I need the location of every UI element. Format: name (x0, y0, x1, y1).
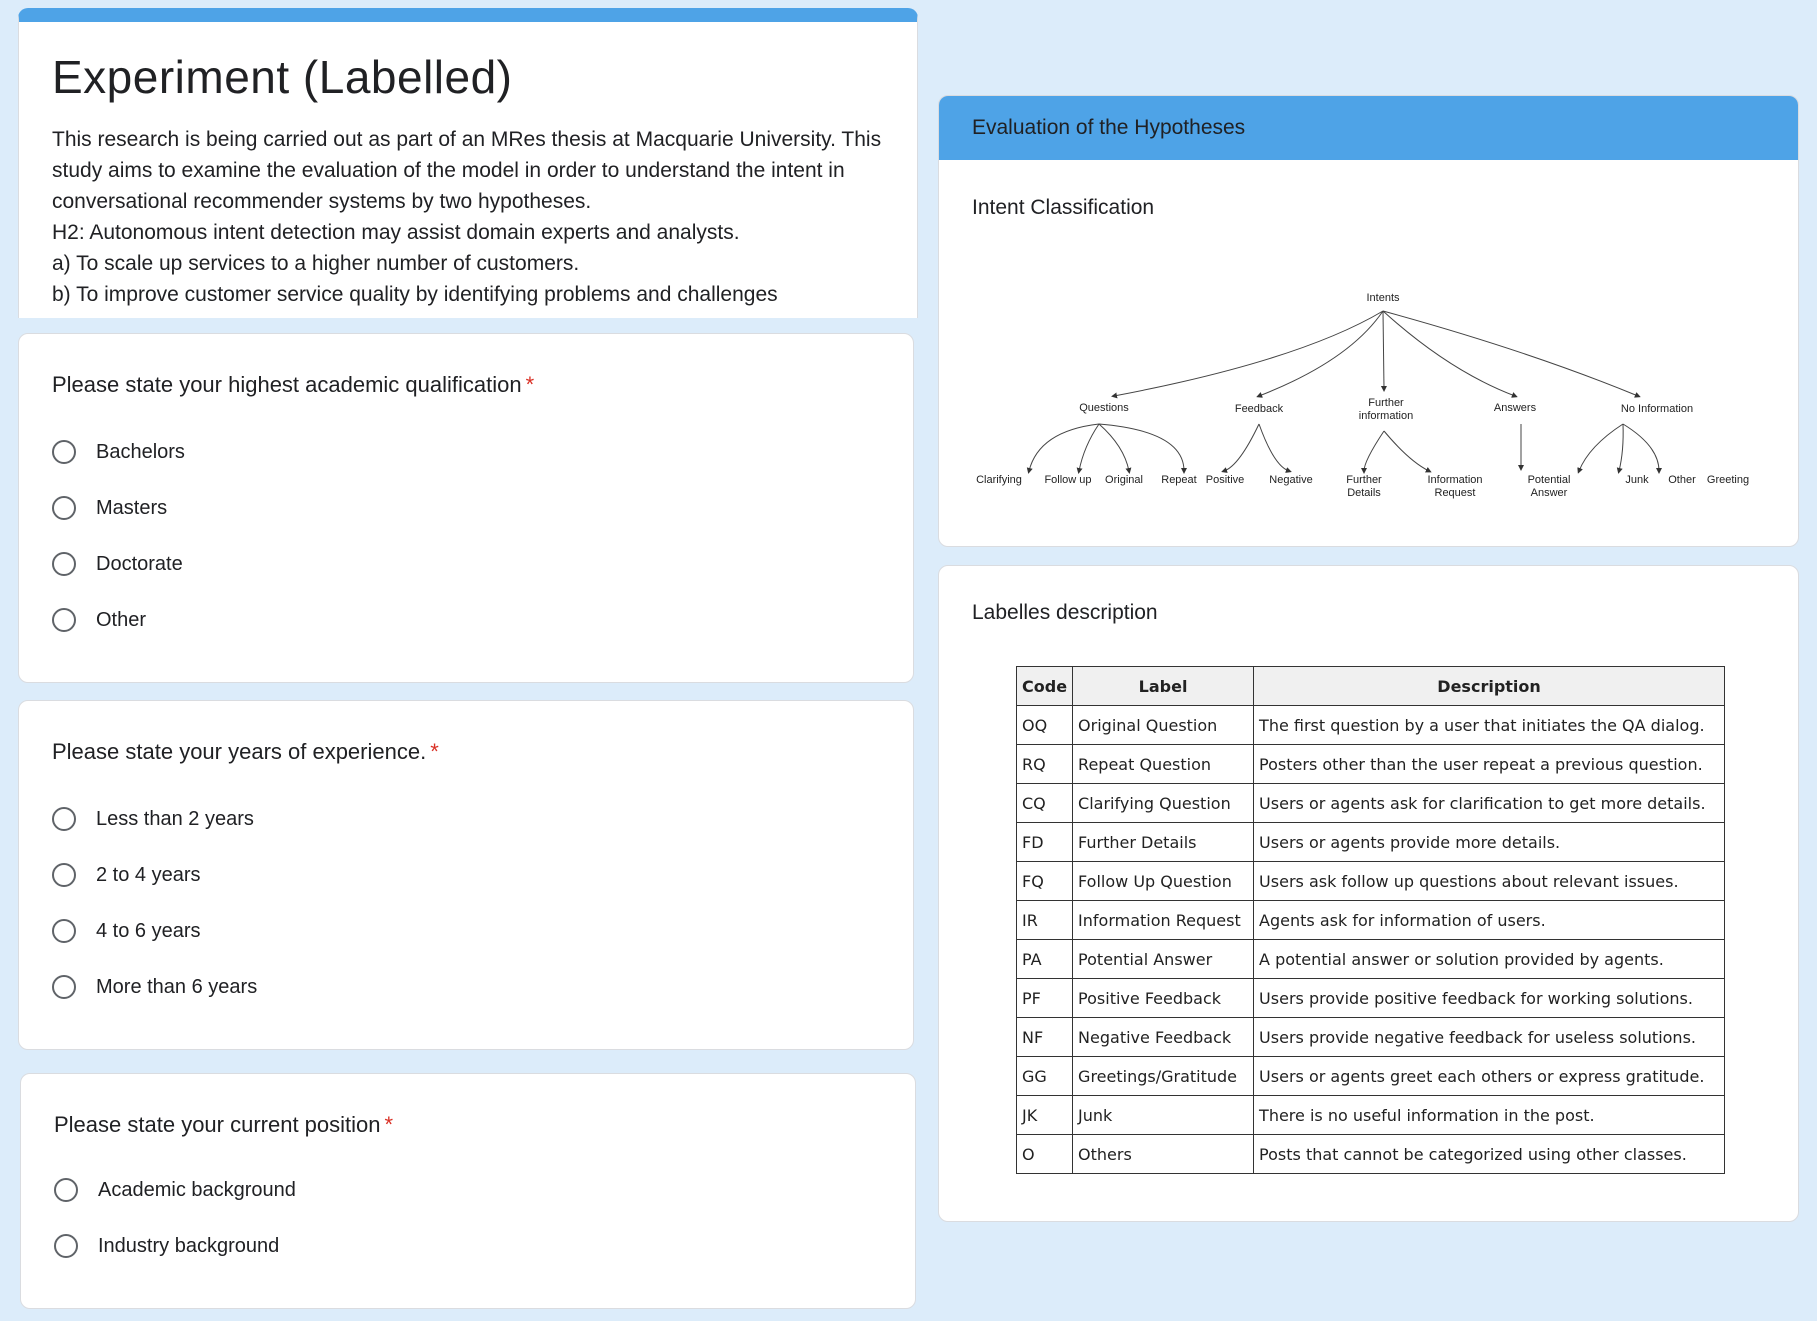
tree-leaf: Request (1434, 487, 1476, 499)
form-description (52, 124, 882, 310)
cell-label: Clarifying Question (1073, 784, 1254, 823)
tree-leaf: Original (1105, 474, 1143, 486)
tree-leaf: Junk (1625, 474, 1649, 486)
tree-node: Feedback (1234, 403, 1284, 415)
radio-button[interactable] (52, 919, 76, 943)
question-title: Please state your current position * (54, 1112, 394, 1137)
cell-code: CQ (1017, 784, 1073, 823)
form-title: Experiment (Labelled) (52, 51, 513, 103)
tree-leaf: Other (1668, 474, 1696, 486)
cell-label: Greetings/Gratitude (1073, 1057, 1254, 1096)
tree-leaf: Potential (1527, 474, 1571, 486)
cell-code: RQ (1017, 745, 1073, 784)
question-card-position (20, 1073, 916, 1309)
radio-button[interactable] (52, 440, 76, 464)
cell-label: Positive Feedback (1073, 979, 1254, 1018)
cell-description: The first question by a user that initiates the QA dialog. (1254, 706, 1725, 745)
cell-description: Users ask follow up questions about relevant issues. (1254, 862, 1725, 901)
radio-button[interactable] (52, 975, 76, 999)
radio-button[interactable] (52, 863, 76, 887)
cell-description: Agents ask for information of users. (1254, 901, 1725, 940)
tree-leaf: Follow up (1044, 474, 1092, 486)
cell-code: O (1017, 1135, 1073, 1174)
radio-button[interactable] (54, 1178, 78, 1202)
cell-code: IR (1017, 901, 1073, 940)
cell-label: Junk (1073, 1096, 1254, 1135)
tree-edges (1029, 311, 1659, 471)
radio-button[interactable] (52, 552, 76, 576)
cell-description: Users provide negative feedback for useless solutions. (1254, 1018, 1725, 1057)
table-row (1017, 1018, 1725, 1057)
cell-description: Users provide positive feedback for working solutions. (1254, 979, 1725, 1018)
tree-leaf: Greeting (1706, 474, 1750, 486)
table-row (1017, 784, 1725, 823)
cell-description: Users or agents greet each others or express gratitude. (1254, 1057, 1725, 1096)
tree-node: information (1358, 410, 1414, 422)
tree-node: Intents (1366, 292, 1400, 304)
option-academic[interactable]: Academic background (54, 1178, 296, 1202)
tree-leaf: Answer (1530, 487, 1568, 499)
description-line: b) To improve customer service quality by identifying problems and challenges (52, 283, 778, 306)
cell-description: A potential answer or solution provided by agents. (1254, 940, 1725, 979)
cell-code: PF (1017, 979, 1073, 1018)
cell-code: PA (1017, 940, 1073, 979)
required-asterisk: * (430, 739, 439, 764)
option-more-than-6[interactable]: More than 6 years (52, 975, 257, 999)
radio-button[interactable] (52, 807, 76, 831)
tree-node: No Information (1620, 403, 1694, 415)
tree-leaf: Repeat (1161, 474, 1197, 486)
form-header-card (18, 8, 918, 318)
option-doctorate[interactable]: Doctorate (52, 552, 183, 576)
table-row (1017, 823, 1725, 862)
table-row (1017, 1057, 1725, 1096)
required-asterisk: * (384, 1112, 394, 1137)
labels-heading: Labelles description (972, 601, 1158, 624)
cell-code: FQ (1017, 862, 1073, 901)
hypotheses-card (938, 95, 1799, 547)
column-header: Code (1017, 667, 1073, 706)
cell-code: FD (1017, 823, 1073, 862)
cell-label: Negative Feedback (1073, 1018, 1254, 1057)
cell-label: Others (1073, 1135, 1254, 1174)
required-asterisk: * (525, 372, 535, 397)
tree-leaf: Details (1347, 487, 1381, 499)
cell-code: GG (1017, 1057, 1073, 1096)
cell-description: Users or agents ask for clarification to get more details. (1254, 784, 1725, 823)
cell-code: OQ (1017, 706, 1073, 745)
table-row (1017, 940, 1725, 979)
cell-label: Further Details (1073, 823, 1254, 862)
question-card-experience (18, 700, 914, 1050)
table-row (1017, 1096, 1725, 1135)
labels-table (1016, 666, 1725, 1174)
cell-label: Potential Answer (1073, 940, 1254, 979)
cell-label: Repeat Question (1073, 745, 1254, 784)
option-industry[interactable]: Industry background (54, 1234, 279, 1258)
tree-leaf: Clarifying (976, 474, 1022, 486)
option-bachelors[interactable]: Bachelors (52, 440, 185, 464)
table-row (1017, 745, 1725, 784)
intent-classification-heading: Intent Classification (972, 196, 1155, 219)
cell-description: Users or agents provide more details. (1254, 823, 1725, 862)
cell-label: Information Request (1073, 901, 1254, 940)
tree-leaf: Positive (1205, 474, 1245, 486)
table-row (1017, 1135, 1725, 1174)
option-other[interactable]: Other (52, 608, 146, 632)
tree-node: Answers (1493, 402, 1537, 414)
cell-description: There is no useful information in the post. (1254, 1096, 1725, 1135)
option-2-to-4[interactable]: 2 to 4 years (52, 863, 201, 887)
tree-node: Questions (1079, 402, 1129, 414)
option-less-than-2[interactable]: Less than 2 years (52, 807, 254, 831)
cell-code: JK (1017, 1096, 1073, 1135)
question-title: Please state your years of experience. * (52, 739, 439, 764)
cell-code: NF (1017, 1018, 1073, 1057)
description-line: H2: Autonomous intent detection may assist domain experts and analysts. (52, 221, 740, 244)
cell-description: Posters other than the user repeat a previous question. (1254, 745, 1725, 784)
hypotheses-header: Evaluation of the Hypotheses (939, 96, 1798, 160)
description-line: study aims to examine the evaluation of the model in order to understand the intent in (52, 159, 845, 182)
cell-description: Posts that cannot be categorized using other classes. (1254, 1135, 1725, 1174)
question-card-qualification (18, 333, 914, 683)
radio-button[interactable] (52, 496, 76, 520)
column-header: Description (1254, 667, 1725, 706)
column-header: Label (1073, 667, 1254, 706)
option-4-to-6[interactable]: 4 to 6 years (52, 919, 201, 943)
tree-leaf: Negative (1269, 474, 1313, 486)
tree-leaf: Information (1427, 474, 1483, 486)
table-row (1017, 979, 1725, 1018)
table-row (1017, 706, 1725, 745)
table-header-row (1017, 667, 1725, 706)
description-line: conversational recommender systems by two hypotheses. (52, 190, 592, 213)
table-row (1017, 901, 1725, 940)
cell-label: Original Question (1073, 706, 1254, 745)
radio-button[interactable] (54, 1234, 78, 1258)
radio-button[interactable] (52, 608, 76, 632)
tree-leaf: Further (1346, 474, 1382, 486)
intent-tree-diagram (969, 281, 1769, 531)
description-line: a) To scale up services to a higher number of customers. (52, 252, 580, 275)
option-masters[interactable]: Masters (52, 496, 167, 520)
question-title: Please state your highest academic qualification * (52, 372, 535, 397)
labels-description-card (938, 565, 1799, 1222)
description-line: This research is being carried out as part of an MRes thesis at Macquarie University. This (52, 128, 882, 151)
table-row (1017, 862, 1725, 901)
tree-node: Further (1368, 397, 1404, 409)
cell-label: Follow Up Question (1073, 862, 1254, 901)
